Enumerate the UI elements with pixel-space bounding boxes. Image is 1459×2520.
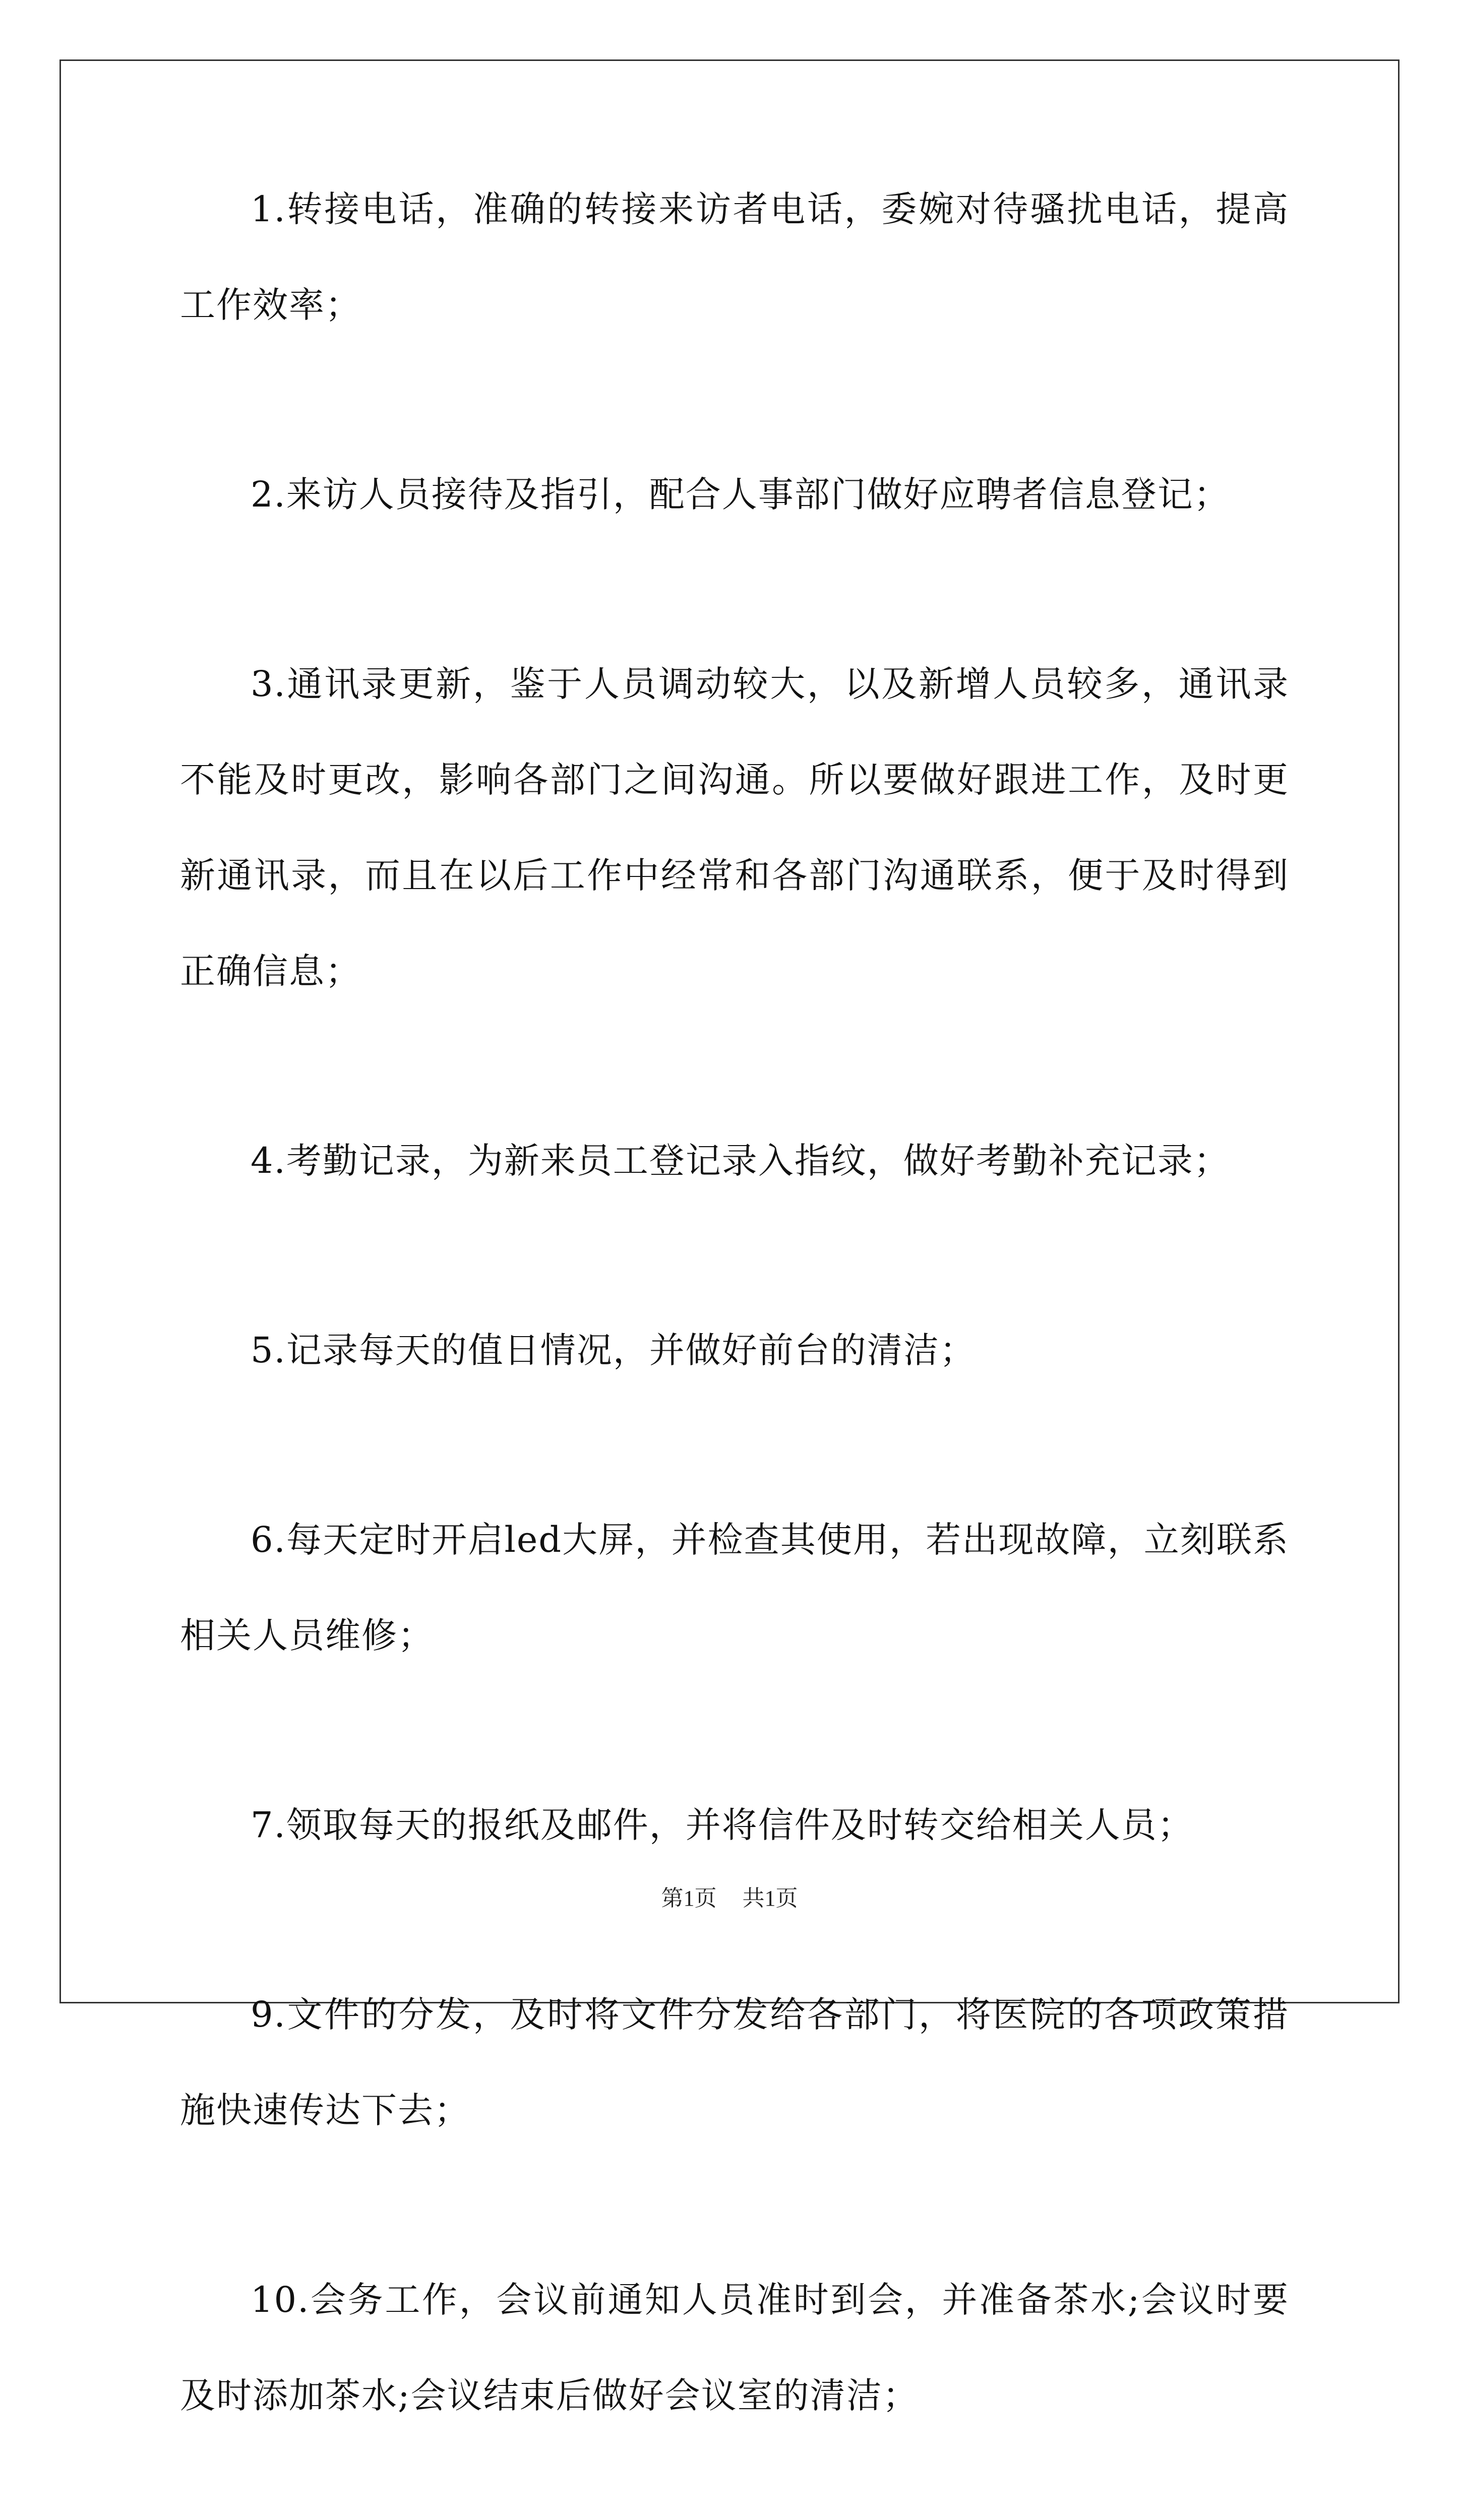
list-item: 2.来访人员接待及指引，配合人事部门做好应聘者信息登记； — [251, 474, 1230, 515]
list-item: 3.通讯录更新，鉴于人员调动较大，以及新增人员较多，通讯录不能及时更改，影响各部门之间沟通。所以要做好跟进工作，及时更新通讯录，而且在以后工作中经常和各部门沟通联系，便于及时得到正确信息； — [180, 663, 1289, 992]
list-item: 1.转接电话，准确的转接来访者电话，委婉对待骚扰电话，提高工作效率； — [180, 188, 1289, 326]
list-item: 9.文件的分发，及时将文件分发给各部门，将医院的各项政策措施快速传达下去； — [180, 1994, 1289, 2131]
page-total: 共1页 — [742, 1886, 798, 1911]
list-item: 4.考勤记录，为新来员工登记录入指纹，做好考勤补充记录； — [251, 1140, 1230, 1181]
list-item: 6.每天定时开启led大屏，并检查其使用，若出现故障，立刻联系相关人员维修； — [180, 1519, 1289, 1656]
document-body — [180, 188, 1289, 2520]
list-item: 5.记录每天的值日情况，并做好前台的清洁； — [251, 1330, 976, 1371]
list-item: 10.会务工作，会议前通知人员准时到会，并准备茶水;会议时要及时添加茶水;会议结束后做好会议室的清洁； — [180, 2279, 1289, 2416]
page-footer — [0, 1880, 1459, 1912]
page-number: 第1页 — [661, 1886, 717, 1911]
list-item: 7.领取每天的报纸及邮件，并将信件及时转交给相关人员； — [251, 1804, 1194, 1846]
